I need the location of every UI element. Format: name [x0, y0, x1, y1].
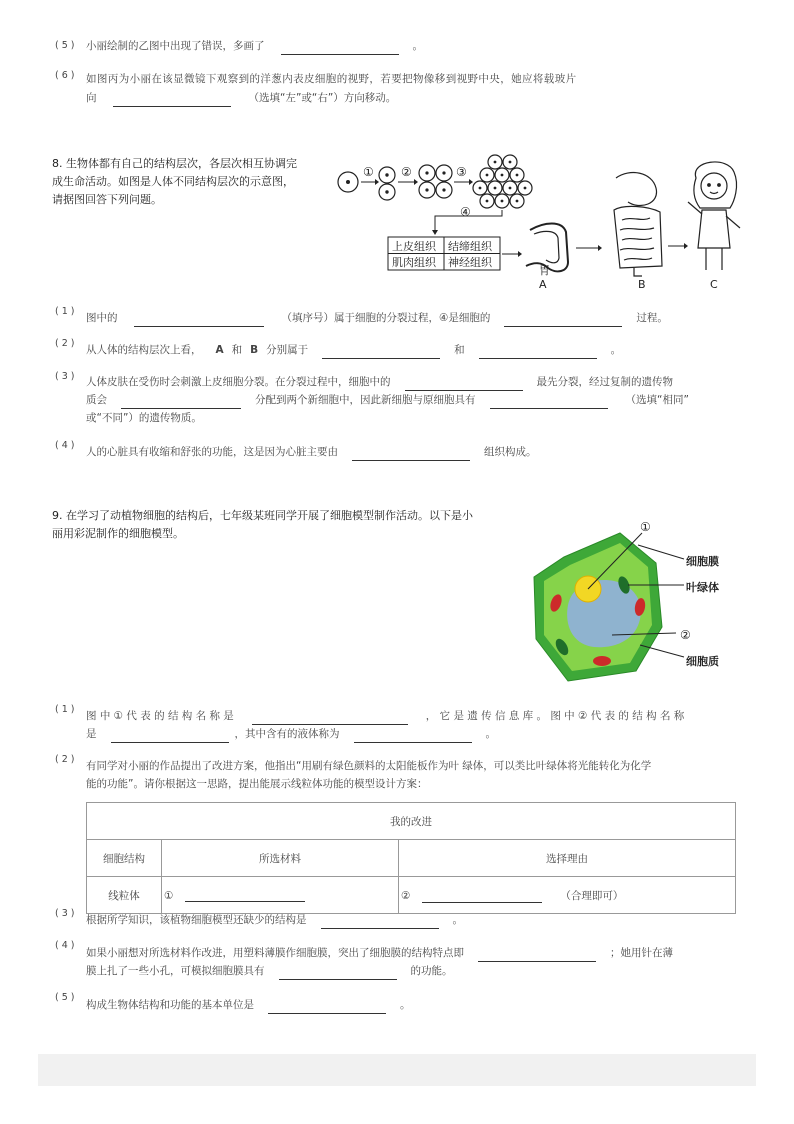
tissue-label: 肌肉组织: [392, 256, 436, 269]
q8-3-number: ( 3 ): [55, 371, 75, 382]
plant-cell-model: [528, 515, 738, 685]
q7-5-number: ( 5 ): [55, 40, 75, 51]
answer-blank[interactable]: [279, 966, 397, 980]
table-header: 细胞结构: [87, 840, 162, 877]
label-chloroplast: 叶绿体: [686, 581, 719, 594]
tissue-label: 神经组织: [448, 256, 492, 269]
q9-4-line1: 如果小丽想对所选材料作改进，用塑料薄膜作细胞膜，突出了细胞膜的结构特点即 ；她用针在薄: [86, 944, 673, 962]
step-label: ④: [460, 205, 471, 219]
tissue-label: 结缔组织: [448, 240, 492, 253]
table-cell-material: ①: [162, 877, 399, 914]
table-cell-structure: 线粒体: [87, 877, 162, 914]
q8-1-text: 图中的 （填序号）属于细胞的分裂过程，④是细胞的 过程。: [86, 309, 668, 327]
q8-1-number: ( 1 ): [55, 306, 75, 317]
q7-6-number: ( 6 ): [55, 70, 75, 81]
q8-2-number: ( 2 ): [55, 338, 75, 349]
answer-blank[interactable]: [490, 395, 608, 409]
q7-6-line2: 向 （选填“左”或“右”）方向移动。: [86, 89, 396, 107]
answer-blank[interactable]: [504, 313, 622, 327]
answer-blank[interactable]: [405, 377, 523, 391]
footer-bar: [38, 1054, 756, 1086]
answer-blank[interactable]: [121, 395, 241, 409]
tissue-label: 上皮组织: [392, 240, 436, 253]
table-title: 我的改进: [87, 803, 736, 840]
answer-blank[interactable]: [281, 41, 399, 55]
answer-blank[interactable]: [185, 888, 305, 902]
improvement-table: [86, 802, 736, 914]
answer-blank[interactable]: [479, 345, 597, 359]
label-membrane: 细胞膜: [686, 555, 719, 568]
table-header: 所选材料: [162, 840, 399, 877]
q7-6-line1: 如图丙为小丽在该显微镜下观察到的洋葱内表皮细胞的视野，若要把物像移到视野中央，她应将载玻片: [86, 73, 577, 85]
table-row: [87, 877, 736, 914]
q9-3-number: ( 3 ): [55, 908, 75, 919]
q8-stem: 8. 生物体都有自己的结构层次，各层次相互协调完 成生命活动。如图是人体不同结构层次的示意图， 请据图回答下列问题。: [52, 157, 297, 206]
q9-5-number: ( 5 ): [55, 992, 75, 1003]
step-label: ②: [401, 165, 412, 179]
table-header: 选择理由: [399, 840, 736, 877]
letter-c: C: [710, 278, 718, 291]
answer-blank[interactable]: [252, 711, 408, 725]
letter-a: A: [539, 278, 547, 291]
letter-b: B: [638, 278, 646, 291]
answer-blank[interactable]: [478, 948, 596, 962]
person-icon: [688, 162, 740, 270]
answer-blank[interactable]: [352, 447, 470, 461]
q9-4-line2: 膜上扎了一些小孔，可模拟细胞膜具有 的功能。: [86, 962, 453, 980]
q8-2-text: 从人体的结构层次上看， A 和 B 分别属于 和 。: [86, 341, 621, 359]
answer-blank[interactable]: [111, 729, 229, 743]
q9-2-line1: 有同学对小丽的作品提出了改进方案，他指出“用刷有绿色颜料的太阳能板作为叶 绿体，可以类比叶绿体将光能转化为化学: [86, 760, 652, 772]
answer-blank[interactable]: [321, 915, 439, 929]
q9-1-line2: 是 ，其中含有的液体称为 。: [86, 725, 496, 743]
label-one: ①: [640, 520, 651, 534]
answer-blank[interactable]: [113, 93, 231, 107]
answer-blank[interactable]: [354, 729, 472, 743]
answer-blank[interactable]: [322, 345, 440, 359]
step-label: ①: [363, 165, 374, 179]
q9-4-number: ( 4 ): [55, 940, 75, 951]
q9-1-number: ( 1 ): [55, 704, 75, 715]
body-structure-diagram: [330, 150, 750, 295]
answer-blank[interactable]: [134, 313, 264, 327]
step-label: ③: [456, 165, 467, 179]
q7-5-text: 小丽绘制的乙图中出现了错误，多画了 。: [86, 37, 423, 55]
answer-blank[interactable]: [422, 889, 542, 903]
q8-3-line2: 质会 分配到两个新细胞中，因此新细胞与原细胞具有 （选填“相同”: [86, 391, 689, 409]
digestive-system-icon: [614, 173, 662, 276]
q8-4-number: ( 4 ): [55, 440, 75, 451]
q9-2-number: ( 2 ): [55, 754, 75, 765]
table-cell-reason: ② （合理即可）: [399, 877, 736, 914]
q8-3-line1: 人体皮肤在受伤时会刺激上皮细胞分裂。在分裂过程中，细胞中的 最先分裂，经过复制的遗传物: [86, 373, 673, 391]
q9-stem: 9. 在学习了动植物细胞的结构后，七年级某班同学开展了细胞模型制作活动。以下是小 丽用彩泥制作的细胞模型。: [52, 509, 473, 540]
q8-4-text: 人的心脏具有收缩和舒张的功能，这是因为心脏主要由 组织构成。: [86, 443, 537, 461]
q8-3-line3: 或“不同”）的遗传物质。: [86, 412, 202, 424]
q9-1-line1: 图 中 ① 代 表 的 结 构 名 称 是 ， 它 是 遗 传 信 息 库 。 图 中 ② 代 表 的 结 构 名 称: [86, 707, 684, 725]
answer-blank[interactable]: [268, 1000, 386, 1014]
q9-2-line2: 能的功能”。请你根据这一思路，提出能展示线粒体功能的模型设计方案：: [86, 778, 428, 790]
stomach-label: 胃: [539, 264, 550, 277]
q9-3-text: 根据所学知识，该植物细胞模型还缺少的结构是 。: [86, 911, 463, 929]
label-cytoplasm: 细胞质: [686, 655, 719, 668]
label-two: ②: [680, 628, 691, 642]
q9-5-text: 构成生物体结构和功能的基本单位是 。: [86, 996, 411, 1014]
